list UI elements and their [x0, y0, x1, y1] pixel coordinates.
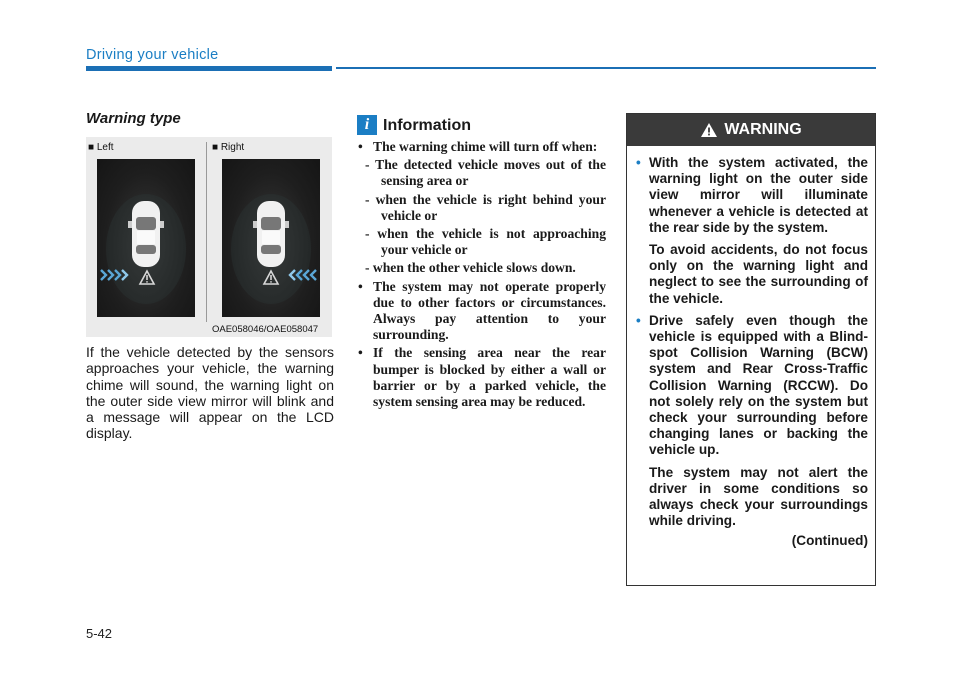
bullet-dot-icon: • [636, 312, 641, 328]
warning-bullet-text: Drive safely even though the vehicle is equipped with a Blind-spot Collision Warning (BCW) system and Rear Cross-Traffic Collision Warning (RCCW). Do not solely rely on the system but check your surrounding before changing lanes or backing the vehicle up. [649, 312, 868, 458]
warning-triangle-icon [700, 122, 718, 138]
section-header-title: Driving your vehicle [86, 47, 219, 63]
warning-type-paragraph: If the vehicle detected by the sensors approaches your vehicle, the warning chime will sound, the warning light on the outer side view mirror will blink and a message will appear on the LCD display. [86, 344, 334, 442]
warning-paragraph: The system may not alert the driver in some conditions so always check your surroundings while driving. [649, 464, 868, 529]
bullet-dot-icon: • [636, 155, 641, 170]
info-sub-item: - when the other vehicle slows down. [365, 260, 576, 276]
info-bullet: • The system may not operate properly due to other factors or circumstances. Always pay attention to your surrounding. [356, 279, 606, 344]
figure-divider [206, 142, 207, 322]
warning-list [636, 155, 868, 550]
figure-label-right: ■ Right [212, 142, 245, 153]
warning-title: WARNING [724, 121, 802, 138]
figure-code: OAE058046/OAE058047 [212, 324, 319, 335]
information-icon: i [357, 115, 377, 135]
info-sub-item: - The detected vehicle moves out of the sensing area or [365, 157, 606, 189]
information-title: Information [383, 117, 471, 134]
page-number: 5-42 [86, 626, 113, 641]
info-sub-item: - when the vehicle is not approaching your vehicle or [365, 226, 606, 258]
header-rule-thin [336, 67, 876, 69]
left-warning-illustration [97, 159, 195, 317]
warning-header [627, 114, 875, 146]
warning-bullet [636, 155, 868, 236]
header-rule-thick [86, 66, 332, 71]
info-bullet: • If the sensing area near the rear bumper is blocked by either a wall or barrier or by a parked vehicle, the system sensing area may be reduced. [356, 345, 606, 410]
information-list [356, 139, 606, 412]
continued-label: (Continued) [791, 533, 868, 549]
warning-bullet [636, 313, 868, 459]
warning-paragraph: To avoid accidents, do not focus only on the warning light and neglect to see the surrounding of the vehicle. [649, 242, 868, 306]
warning-type-heading: Warning type [86, 110, 181, 127]
info-sub-item: - when the vehicle is right behind your vehicle or [365, 191, 606, 223]
figure-label-left: ■ Left [88, 142, 114, 153]
info-bullet: • The warning chime will turn off when: [356, 139, 606, 155]
right-warning-illustration [222, 159, 320, 317]
car-left-warning-graphic [97, 159, 195, 317]
car-top-view-icon [253, 201, 289, 267]
car-top-view-icon [128, 201, 164, 267]
warning-bullet-text: With the system activated, the warning light on the outer side view mirror will illuminate whenever a vehicle is detected at the rear side by the system. [649, 155, 868, 235]
car-right-warning-graphic [222, 159, 320, 317]
